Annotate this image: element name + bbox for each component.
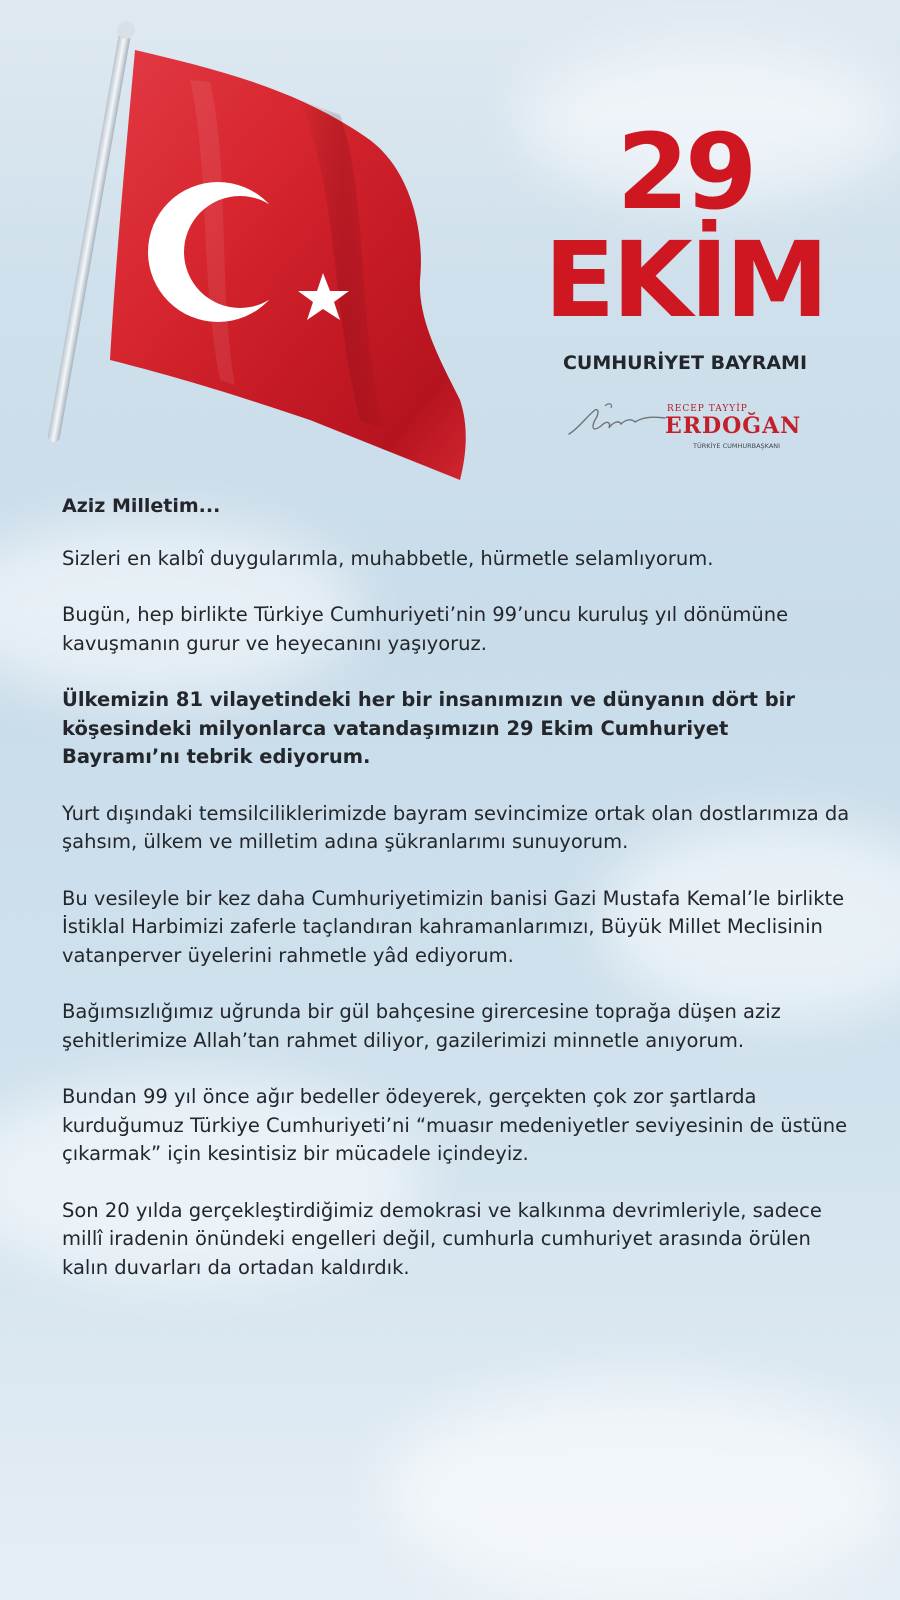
paragraph-bold: Ülkemizin 81 vilayetindeki her bir insanımızın ve dünyanın dört bir köşesindeki milyonlarca vatandaşımızın 29 Ekim Cumhuriyet Bayramı’nı tebrik ediyorum. bbox=[62, 688, 795, 768]
signature-last-name: ERDOĞAN bbox=[665, 413, 802, 439]
message-body bbox=[62, 492, 852, 1310]
month-title: EKİM bbox=[544, 219, 826, 341]
handwritten-signature-icon bbox=[565, 398, 675, 448]
paragraph: Son 20 yılda gerçekleştirdiğimiz demokrasi ve kalkınma devrimleriyle, sadece millî iradenin önündeki engelleri değil, cumhurla cumhuriyet arasında örülen kalın duvarları da ortadan kaldırdık. bbox=[62, 1198, 822, 1279]
paragraph: Bugün, hep birlikte Türkiye Cumhuriyeti’nin 99’uncu kuruluş yıl dönümüne kavuşmanın gurur ve heyecanını yaşıyoruz. bbox=[62, 603, 789, 655]
signature-title: TÜRKİYE CUMHURBAŞKANI bbox=[693, 442, 781, 450]
paragraph: Bağımsızlığımız uğrunda bir gül bahçesine girercesine toprağa düşen aziz şehitlerimize Allah’tan rahmet diliyor, gazilerimizi minnetle anıyorum. bbox=[62, 1000, 781, 1052]
turkish-flag-image bbox=[40, 20, 480, 490]
holiday-name: CUMHURİYET BAYRAMI bbox=[562, 352, 808, 374]
greeting: Aziz Milletim... bbox=[62, 495, 221, 517]
holiday-title-block bbox=[520, 111, 850, 470]
signature-block bbox=[565, 396, 815, 456]
day-number: 29 bbox=[616, 111, 754, 233]
paragraph: Bu vesileyle bir kez daha Cumhuriyetimizin banisi Gazi Mustafa Kemal’le birlikte İstiklal Harbimizi zaferle taçlandıran kahramanlarımızı, Büyük Millet Meclisinin vatanperver üyelerini rahmetle yâd ediyorum. bbox=[62, 886, 845, 967]
paragraph: Bundan 99 yıl önce ağır bedeller ödeyerek, gerçekten çok zor şartlarda kurduğumuz Türkiye Cumhuriyeti’ni “muasır medeniyetler seviyesinin de üstüne çıkarmak” için kesintisiz bir mücadele içindeyiz. bbox=[62, 1085, 848, 1165]
paragraph: Sizleri en kalbî duygularımla, muhabbetle, hürmetle selamlıyorum. bbox=[62, 546, 714, 570]
paragraph: Yurt dışındaki temsilciliklerimizde bayram sevincimize ortak olan dostlarımıza da şahsım, ülkem ve milletim adına şükranlarımı sunuyorum. bbox=[62, 801, 850, 853]
signature-first-name: RECEP TAYYİP bbox=[667, 404, 748, 414]
